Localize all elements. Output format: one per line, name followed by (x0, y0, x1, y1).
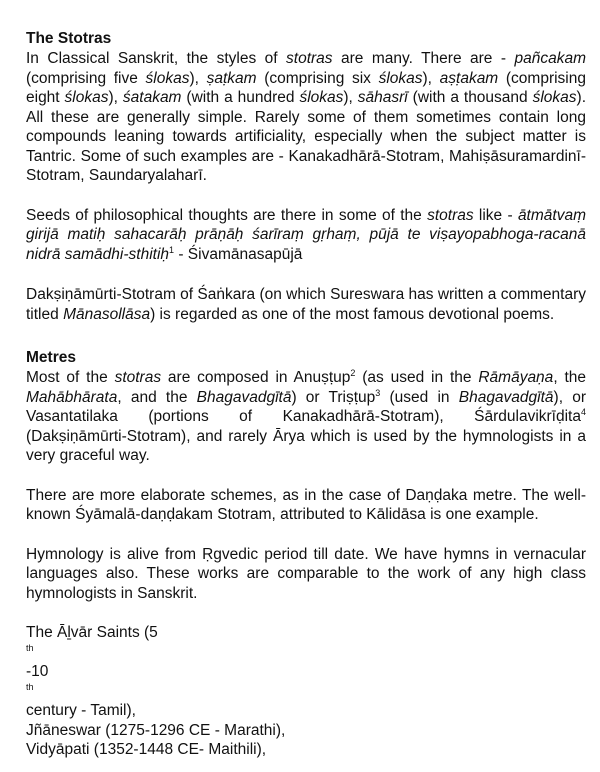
italic-verse: ātmātvaṃ girijā matiḥ sahacarāḥ prāṇāḥ śarīraṃ gṛhaṃ, pūjā te viṣayopabhoga-racanā nidrā samādhi-sthitiḥ (26, 206, 586, 263)
text-run: (with a hundred (181, 89, 300, 106)
text-run: are many. There are - (332, 50, 515, 67)
text-run: In Classical Sanskrit, the styles of (26, 50, 287, 67)
text-run: The Āḻvār Saints (5 (26, 624, 158, 641)
text-run: ), (108, 89, 123, 106)
italic-term: ślokas (532, 89, 577, 106)
italic-term: Mahābhārata (26, 388, 118, 406)
footnote-ref: 2 (350, 367, 356, 378)
text-run: ) or Triṣṭup (291, 388, 376, 406)
saints-list (26, 623, 586, 760)
heading-metres: Metres (26, 349, 76, 366)
text-run: Dakṣiṇāmūrti-Stotram of Śaṅkara (on which Sureswara has written a commentary titled (26, 286, 586, 323)
italic-term: Bhagavadgītā (458, 388, 554, 406)
text-run: (comprising six (256, 69, 379, 87)
superscript: th (26, 681, 34, 692)
text-run: , the (553, 369, 586, 386)
text-run: ), (189, 69, 207, 87)
text-run: ) is regarded as one of the most famous devotional poems. (150, 305, 555, 323)
footnote-ref: 1 (169, 244, 175, 255)
paragraph-dakshinamurti (26, 285, 586, 324)
italic-term: Bhagavadgītā (196, 388, 292, 406)
text-run: (with a thousand (407, 89, 533, 106)
italic-term: stotras (286, 50, 333, 67)
text-run: (as used in the (355, 369, 479, 386)
footnote-ref: 3 (375, 387, 381, 398)
paragraph-philosophical-seeds (26, 206, 586, 265)
saints-list-item: Jñāneswar (1275-1296 CE - Marathi), (26, 721, 286, 739)
saints-list-item (26, 623, 586, 721)
text-run: are composed in Anuṣṭup (161, 369, 351, 386)
italic-term: aṣṭakam (439, 69, 499, 87)
text-run: Most of the (26, 369, 115, 386)
text-run: like - (473, 206, 518, 224)
paragraph-stotras-styles (26, 49, 586, 186)
text-run: ), or Vasantatilaka (portions of Kanakadhārā-Stotram), Śārdulavikrīḍita (26, 388, 586, 425)
footnote-ref: 4 (580, 406, 586, 417)
text-run: (used in (380, 388, 459, 406)
text-run: century - Tamil), (26, 702, 136, 719)
paragraph-hymnology: Hymnology is alive from Ṛgvedic period till date. We have hymns in vernacular languages also. These works are comparable to the work of any high class hymnologists in Sanskrit. (26, 545, 586, 602)
paragraph-dandaka: There are more elaborate schemes, as in the case of Daṇḍaka metre. The well-known Śyāmalā-daṇḍakam Stotram, attributed to Kālidāsa is one example. (26, 486, 586, 523)
text-run: (Dakṣiṇāmūrti-Stotram), and rarely Ārya which is used by the hymnologists in a very graceful way. (26, 427, 586, 464)
superscript: th (26, 642, 34, 653)
text-run: ). All these are generally simple. Rarely some of them sometimes contain long compounds leaning towards artificiality, especially when the subject matter is Tantric. Some of such examples are - Kanakadhārā-Stotram, Mahiṣāsuramardinī-Stotram, Saundaryalaharī. (26, 89, 586, 184)
italic-term: Rāmāyaṇa (478, 369, 554, 386)
text-run: (comprising five (26, 69, 146, 87)
paragraph-metres-composition (26, 368, 586, 466)
text-run: -10 (26, 663, 49, 680)
text-run: (comprising eight (26, 69, 586, 106)
text-run: ), (343, 89, 358, 106)
italic-term: sāhasrī (357, 89, 408, 106)
italic-term: pañcakam (514, 50, 586, 67)
italic-term: ślokas (64, 89, 109, 106)
italic-term: śatakam (122, 89, 182, 106)
text-run: , and the (117, 388, 197, 406)
text-run: - Śivamānasapūjā (174, 245, 303, 263)
heading-stotras: The Stotras (26, 30, 112, 47)
italic-term: stotras (114, 369, 162, 386)
italic-term: ṣaṭkam (206, 69, 257, 87)
italic-term: stotras (427, 206, 474, 224)
text-run: ), (422, 69, 440, 87)
italic-term: ślokas (145, 69, 190, 87)
text-run: Seeds of philosophical thoughts are there in some of the (26, 206, 428, 224)
italic-term: ślokas (378, 69, 423, 87)
saints-list-item: Vidyāpati (1352-1448 CE- Maithili), (26, 741, 267, 758)
italic-term: ślokas (299, 89, 344, 106)
italic-term: Mānasollāsa (63, 305, 151, 323)
